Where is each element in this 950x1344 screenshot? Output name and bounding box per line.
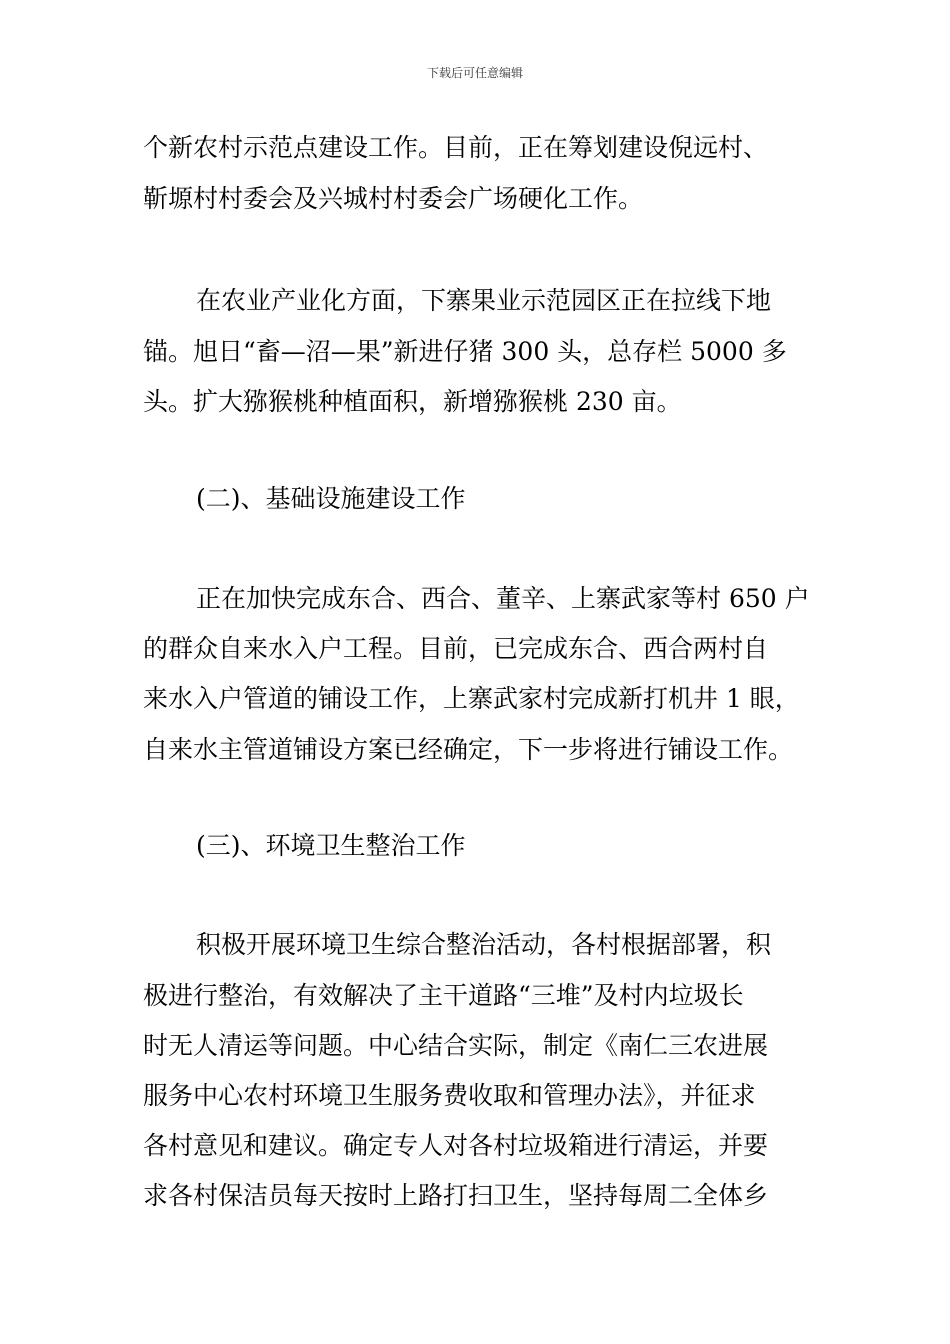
section-heading-sanitation: (三)、环境卫生整治工作 [196, 831, 466, 860]
text-line: 服务中心农村环境卫生服务费收取和管理办法》，并征求 [143, 1081, 756, 1110]
text-line: 自来水主管道铺设方案已经确定，下一步将进行铺设工作。 [143, 735, 794, 764]
text-line: 在农业产业化方面，下寨果业示范园区正在拉线下地 [196, 286, 772, 315]
text-line: 来水入户管道的铺设工作，上寨武家村完成新打机井 1 眼， [143, 684, 800, 713]
text-line: 的群众自来水入户工程。目前，已完成东合、西合两村自 [143, 634, 769, 663]
text-line: 锚。旭日“畜—沼—果”新进仔猪 300 头，总存栏 5000 多 [143, 337, 787, 366]
text-line: 头。扩大猕猴桃种植面积，新增猕猴桃 230 亩。 [143, 387, 682, 416]
text-line: 求各村保洁员每天按时上路打扫卫生，坚持每周二全体乡 [143, 1181, 769, 1210]
text-line: 个新农村示范点建设工作。目前，正在筹划建设倪远村、 [143, 133, 769, 162]
text-line: 积极开展环境卫生综合整治活动，各村根据部署，积 [196, 930, 772, 959]
text-line: 正在加快完成东合、西合、董辛、上寨武家等村 650 户 [196, 584, 810, 613]
page-header: 下载后可任意编辑 [426, 66, 523, 80]
text-line: 各村意见和建议。确定专人对各村垃圾箱进行清运，并要 [143, 1131, 769, 1160]
text-line: 靳塬村村委会及兴城村村委会广场硬化工作。 [143, 184, 644, 213]
text-line: 极进行整治，有效解决了主干道路“三堆”及村内垃圾长 [143, 981, 744, 1010]
section-heading-infrastructure: (二)、基础设施建设工作 [196, 484, 466, 513]
text-line: 时无人清运等问题。中心结合实际，制定《南仁三农进展 [143, 1031, 769, 1060]
